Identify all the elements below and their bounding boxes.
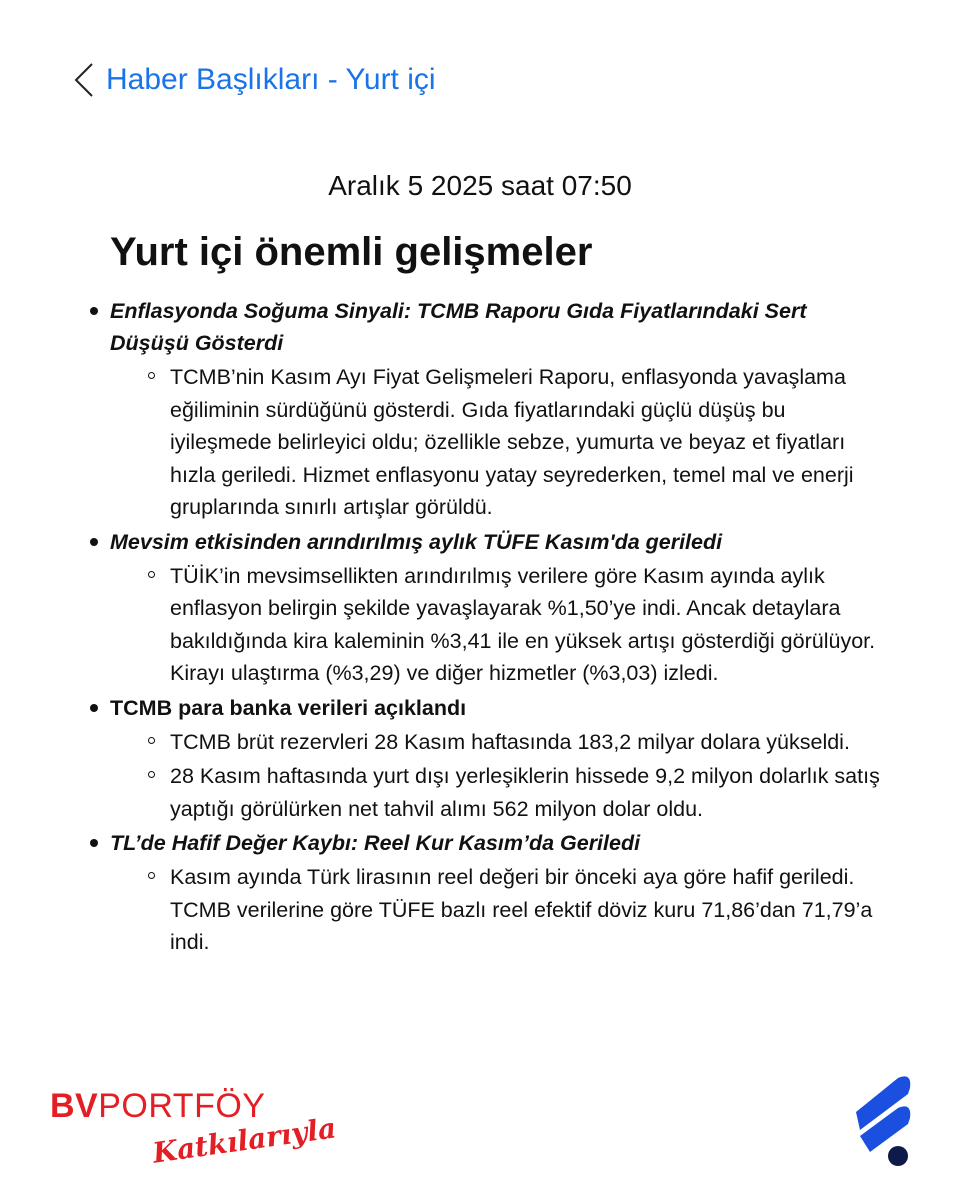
bv-portfoy-logo (50, 1087, 339, 1178)
circle-bullet-icon (148, 872, 155, 879)
publish-date: Aralık 5 2025 saat 07:50 (328, 170, 632, 201)
news-item (90, 827, 890, 959)
news-detail-text: Kasım ayında Türk lirasının reel değeri bir önceki aya göre hafif geriledi. TCMB verilerine göre TÜFE bazlı reel efektif döviz kuru 71,86’dan 71,79’a indi. (170, 865, 873, 954)
bullet-icon (90, 839, 98, 847)
circle-bullet-icon (148, 737, 155, 744)
bullet-icon (90, 307, 98, 315)
news-heading: Mevsim etkisinden arındırılmış aylık TÜFE Kasım'da geriledi (110, 529, 723, 554)
circle-bullet-icon (148, 571, 155, 578)
brand-f-icon (846, 1072, 916, 1172)
news-detail-text: 28 Kasım haftasında yurt dışı yerleşiklerin hissede 9,2 milyon dolarlık satış yaptığı görülürken net tahvil alımı 562 milyon dolar oldu. (170, 764, 880, 821)
news-detail-text: TCMB’nin Kasım Ayı Fiyat Gelişmeleri Raporu, enflasyonda yavaşlama eğiliminin sürdüğünü gösterdi. Gıda fiyatlarındaki güçlü düşüş bu iyileşmede belirleyici oldu; özellikle sebze, yumurta ve beyaz et fiyatları hızla geriledi. Hizmet enflasyonu yatay seyrederken, temel mal ve enerji gruplarında sınırlı artışlar görüldü. (170, 365, 854, 519)
back-link-label: Haber Başlıkları - Yurt içi (106, 63, 436, 96)
bullet-icon (90, 704, 98, 712)
news-detail (110, 560, 890, 690)
news-heading: Enflasyonda Soğuma Sinyali: TCMB Raporu Gıda Fiyatlarındaki Sert Düşüşü Gösterdi (110, 299, 807, 355)
circle-bullet-icon (148, 771, 155, 778)
news-detail-text: TÜİK’in mevsimsellikten arındırılmış verilere göre Kasım ayında aylık enflasyon belirgin şekilde yavaşlayarak %1,50’ye indi. Ancak detaylara bakıldığında kira kaleminin %3,41 ile en yüksek artışı gösterdiği görülüyor. Kirayı ulaştırma (%3,29) ve diğer hizmetler (%3,03) izledi. (170, 563, 876, 685)
page-title: Yurt içi önemli gelişmeler (110, 230, 593, 274)
news-detail (110, 861, 890, 959)
chevron-left-icon (72, 62, 96, 98)
news-heading: TCMB para banka verileri açıklandı (110, 695, 467, 720)
news-detail (110, 760, 890, 825)
back-link[interactable] (72, 62, 436, 98)
news-detail (110, 361, 890, 524)
bullet-icon (90, 538, 98, 546)
logo-portfoy-text: PORTFÖY (98, 1087, 266, 1125)
logo-script-text: Katkılarıyla (150, 1111, 339, 1170)
news-detail (110, 726, 890, 759)
circle-bullet-icon (148, 372, 155, 379)
news-item (90, 526, 890, 690)
logo-bv-text: BV (50, 1087, 99, 1125)
news-heading: TL’de Hafif Değer Kaybı: Reel Kur Kasım’da Geriledi (110, 831, 641, 855)
news-detail-text: TCMB brüt rezervleri 28 Kasım haftasında 183,2 milyar dolara yükseldi. (170, 729, 850, 754)
news-item (90, 295, 890, 524)
news-list (90, 295, 890, 959)
news-item (90, 692, 890, 826)
